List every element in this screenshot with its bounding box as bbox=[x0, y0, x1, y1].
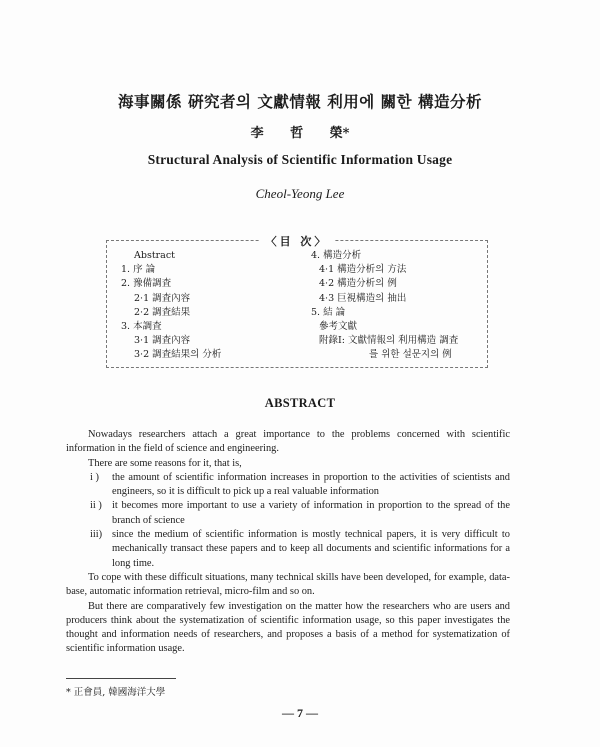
toc-item: 5. 結 論 bbox=[311, 306, 346, 318]
toc-title: 〈目 次〉 bbox=[260, 235, 335, 248]
list-number: iii) bbox=[90, 529, 103, 541]
list-number: ii ) bbox=[90, 500, 102, 512]
toc-item: 를 위한 설문지의 例 bbox=[369, 349, 452, 361]
toc-item: 2·1 調査內容 bbox=[134, 292, 191, 304]
footnote-divider bbox=[66, 678, 176, 679]
toc-item: 參考文獻 bbox=[319, 321, 358, 333]
abstract-heading: ABSTRACT bbox=[264, 396, 336, 410]
toc-item: 3·2 調査結果의 分析 bbox=[134, 349, 222, 361]
abstract-paragraph: To cope with these difficult situations, many technical skills have been developed, for example, data-base, automatic information retrieval, micro-film and so on. bbox=[66, 571, 510, 598]
list-text: since the medium of scientific information is mostly technical papers, it is very difficult to mechanically transact these papers and to keep all documents and scientific informations for a long time. bbox=[112, 529, 510, 569]
toc-item: 3. 本調査 bbox=[121, 321, 162, 333]
list-item bbox=[66, 528, 510, 571]
toc-item: 1. 序 論 bbox=[121, 264, 156, 276]
list-text: it becomes more important to use a variety of information in proportion to the spread of the branch of science bbox=[112, 500, 510, 526]
table-of-contents bbox=[106, 235, 488, 368]
list-item bbox=[66, 471, 510, 500]
english-author: Cheol-Yeong Lee bbox=[255, 186, 345, 201]
korean-title: 海事關係 硏究者의 文獻情報 利用에 關한 構造分析 bbox=[118, 92, 482, 111]
korean-author: 李 哲 榮* bbox=[250, 126, 350, 141]
toc-right-column bbox=[311, 249, 483, 363]
abstract-body bbox=[66, 428, 510, 657]
english-title: Structural Analysis of Scientific Information Usage bbox=[147, 152, 453, 167]
footnote: * 正會員, 韓國海洋大學 bbox=[66, 687, 166, 698]
toc-item: 3·1 調査內容 bbox=[134, 335, 191, 347]
list-text: the amount of scientific information increases in proportion to the activities of scientists and engineers, so it is difficult to pick up a real valuable information bbox=[112, 471, 510, 498]
toc-item: 4·3 巨視構造의 抽出 bbox=[319, 292, 407, 304]
toc-item: 2. 豫備調査 bbox=[121, 278, 172, 290]
toc-item: 4. 構造分析 bbox=[311, 250, 362, 261]
page-number: — 7 — bbox=[282, 706, 318, 720]
toc-left-column bbox=[121, 249, 291, 363]
abstract-paragraph: There are some reasons for it, that is, bbox=[88, 457, 242, 469]
toc-item: 4·1 構造分析의 方法 bbox=[319, 264, 407, 276]
list-number: i ) bbox=[90, 471, 99, 483]
abstract-paragraph: But there are comparatively few investigation on the matter how the researchers who are users and producers think about the systematization of scientific information usage, so this paper investigates the thought and information needs of researchers, and proposes a basis of a method for systematization of scientific information usage. bbox=[66, 600, 510, 655]
toc-item: 4·2 構造分析의 例 bbox=[319, 278, 397, 290]
abstract-paragraph: Nowadays researchers attach a great importance to the problems concerned with scientific information in the field of science and engineering. bbox=[66, 429, 510, 455]
toc-item: Abstract bbox=[134, 250, 175, 261]
list-item bbox=[66, 499, 510, 528]
toc-item: 2·2 調査結果 bbox=[134, 306, 191, 318]
toc-item: 附錄Ⅰ: 文獻情報의 利用構造 調査 bbox=[319, 335, 459, 347]
